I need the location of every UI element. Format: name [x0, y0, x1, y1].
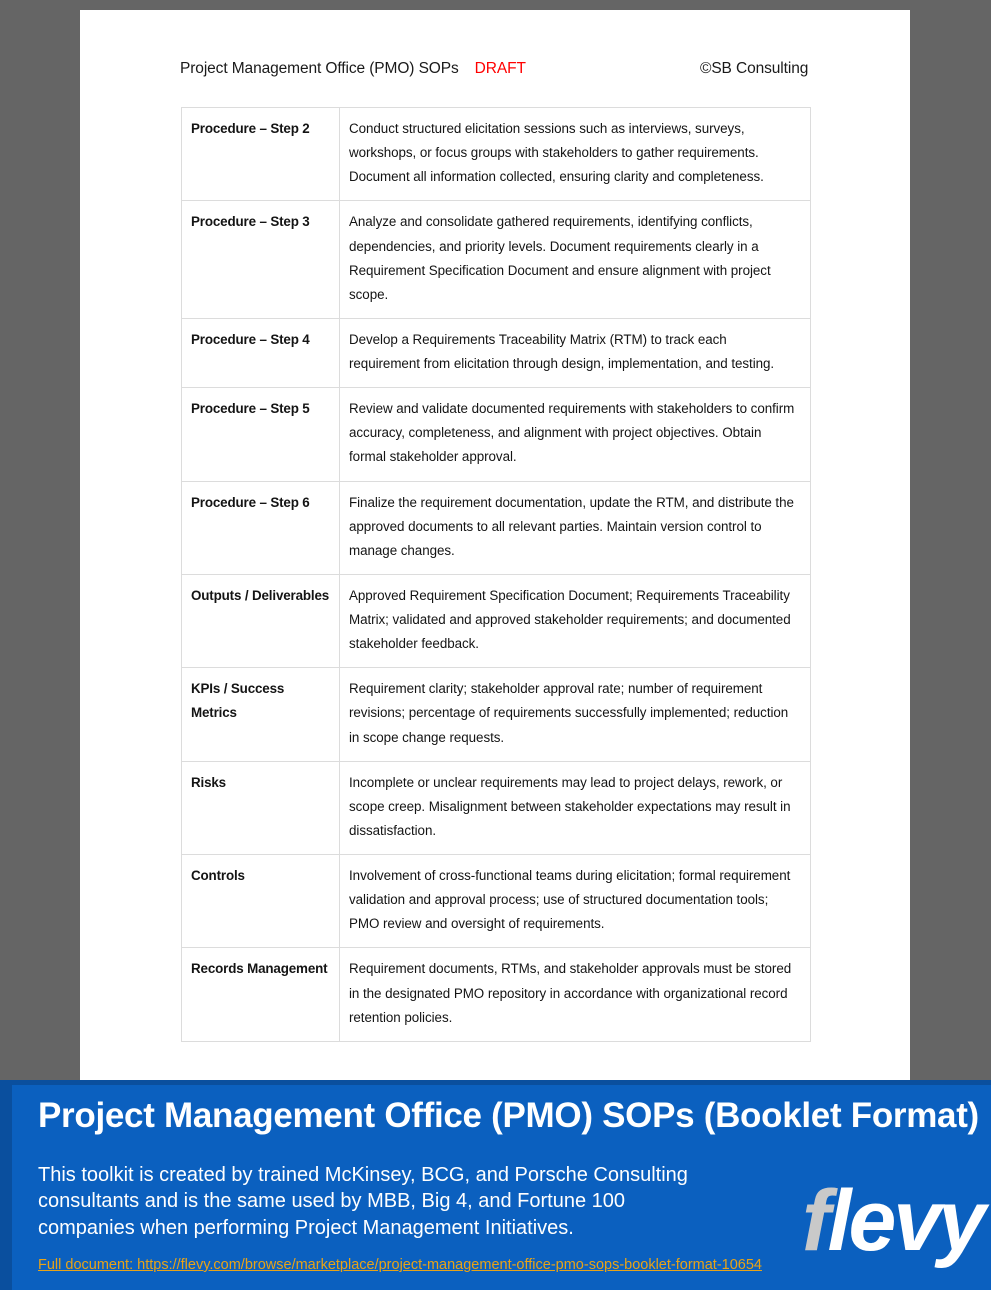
row-body: Requirement documents, RTMs, and stakeholder approvals must be stored in the designated PMO repository in accordance with organizational record retention policies.: [340, 948, 811, 1041]
row-body: Requirement clarity; stakeholder approval rate; number of requirement revisions; percentage of requirements successfully implemented; reduction in scope change requests.: [340, 668, 811, 761]
row-label: Procedure – Step 3: [182, 201, 340, 319]
flevy-logo-f: f: [801, 1173, 828, 1269]
table-row: [182, 108, 811, 201]
row-label: Controls: [182, 855, 340, 948]
flevy-logo-levy: levy: [827, 1173, 983, 1269]
banner-top-edge: [0, 1080, 991, 1085]
row-label: Outputs / Deliverables: [182, 574, 340, 667]
table-row: [182, 855, 811, 948]
row-label: KPIs / Success Metrics: [182, 668, 340, 761]
document-running-header: [180, 60, 820, 82]
row-body: Conduct structured elicitation sessions such as interviews, surveys, workshops, or focus groups with stakeholders to gather requirements. Document all information collected, ensuring clarity and completeness.: [340, 108, 811, 201]
banner-left-edge: [0, 1080, 12, 1290]
row-body: Review and validate documented requirements with stakeholders to confirm accuracy, completeness, and alignment with project objectives. Obtain formal stakeholder approval.: [340, 388, 811, 481]
row-body: Develop a Requirements Traceability Matrix (RTM) to track each requirement from elicitation through design, implementation, and testing.: [340, 318, 811, 387]
header-document-title: Project Management Office (PMO) SOPs: [180, 60, 459, 77]
row-body: Analyze and consolidate gathered requirements, identifying conflicts, dependencies, and priority levels. Document requirements clearly in a Requirement Specification Document and ensure alignment with project scope.: [340, 201, 811, 319]
row-body: Involvement of cross-functional teams during elicitation; formal requirement validation and approval process; use of structured documentation tools; PMO review and oversight of requirements.: [340, 855, 811, 948]
banner-document-link[interactable]: Full document: https://flevy.com/browse/marketplace/project-management-office-pmo-sops-booklet-format-10654: [38, 1257, 762, 1273]
table-row: [182, 201, 811, 319]
table-row: [182, 668, 811, 761]
table-row: [182, 948, 811, 1041]
table-row: [182, 388, 811, 481]
row-label: Procedure – Step 4: [182, 318, 340, 387]
row-label: Procedure – Step 2: [182, 108, 340, 201]
row-body: Finalize the requirement documentation, update the RTM, and distribute the approved documents to all relevant parties. Maintain version control to manage changes.: [340, 481, 811, 574]
row-label: Procedure – Step 5: [182, 388, 340, 481]
document-page: [80, 10, 910, 1080]
banner-title: Project Management Office (PMO) SOPs (Booklet Format): [38, 1096, 979, 1135]
row-body: Approved Requirement Specification Document; Requirements Traceability Matrix; validated and approved stakeholder requirements; and documented stakeholder feedback.: [340, 574, 811, 667]
table-row: [182, 481, 811, 574]
header-draft-marker: DRAFT: [474, 60, 526, 77]
header-copyright: ©SB Consulting: [700, 60, 809, 77]
row-label: Records Management: [182, 948, 340, 1041]
promo-banner: [0, 1080, 991, 1290]
table-row: [182, 318, 811, 387]
flevy-logo: [801, 1173, 983, 1269]
table-row: [182, 574, 811, 667]
sop-table: [181, 107, 811, 1042]
row-label: Procedure – Step 6: [182, 481, 340, 574]
banner-subtitle: This toolkit is created by trained McKinsey, BCG, and Porsche Consulting consultants and is the same used by MBB, Big 4, and Fortune 100 companies when performing Project Management Initiatives.: [38, 1164, 688, 1239]
row-label: Risks: [182, 761, 340, 854]
row-body: Incomplete or unclear requirements may lead to project delays, rework, or scope creep. Misalignment between stakeholder expectations may result in dissatisfaction.: [340, 761, 811, 854]
table-row: [182, 761, 811, 854]
